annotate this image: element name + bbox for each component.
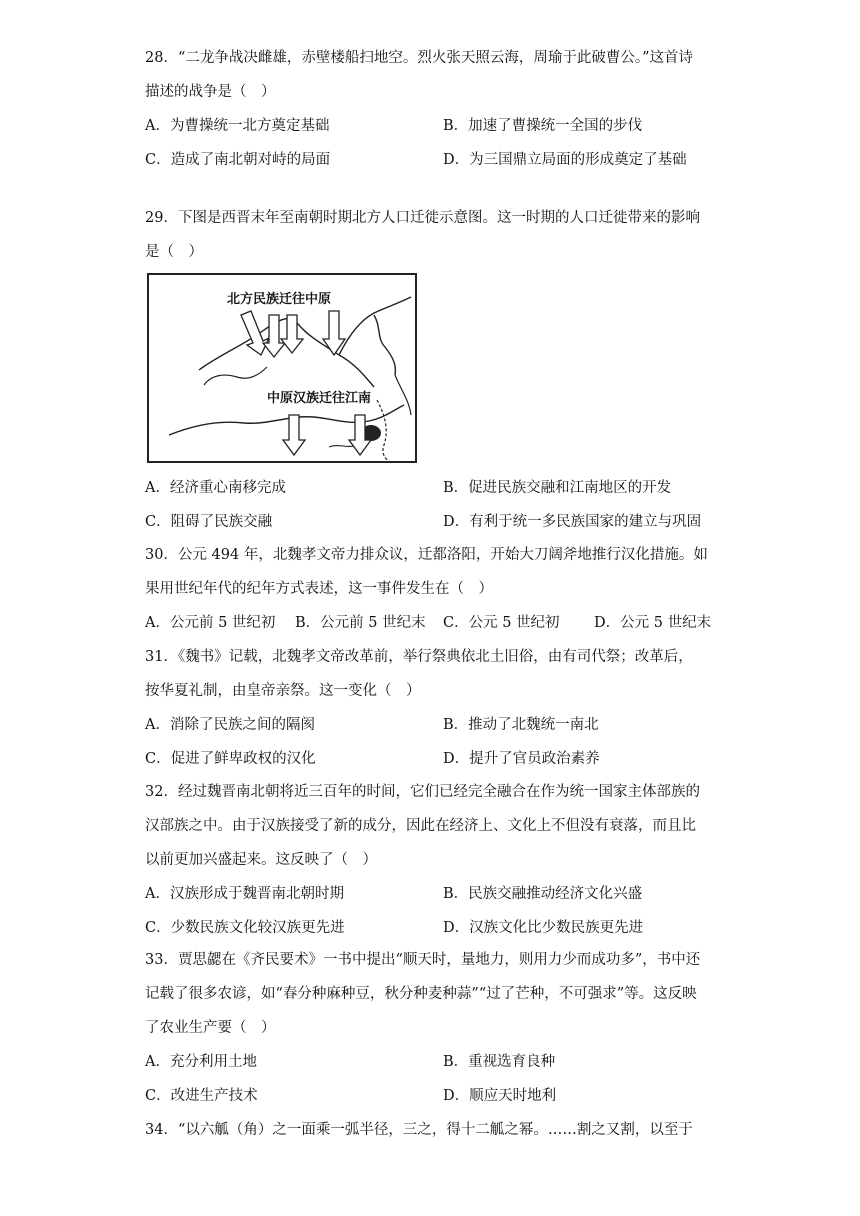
question-stem-line: 是（ ） <box>145 244 203 260</box>
arrow-north-1 <box>241 311 269 355</box>
option-c[interactable]: C．公元 5 世纪初 <box>443 615 560 631</box>
question-30 <box>145 538 725 640</box>
question-29 <box>145 201 725 269</box>
question-stem-line: 记载了很多农谚，如“春分种麻种豆，秋分种麦种蒜”“过了芒种，不可强求”等。这反映 <box>145 986 697 1002</box>
arrow-north-2 <box>263 315 285 357</box>
option-d[interactable]: D．顺应天时地利 <box>443 1088 557 1104</box>
question-stem-line: 了农业生产要（ ） <box>145 1020 276 1036</box>
question-stem-line: 28．“二龙争战决雌雄，赤壁楼船扫地空。烈火张天照云海，周瑜于此破曹公。”这首诗 <box>145 50 694 66</box>
option-b[interactable]: B．推动了北魏统一南北 <box>443 717 599 733</box>
option-a[interactable]: A．汉族形成于魏晋南北朝时期 <box>145 886 344 902</box>
question-stem-line: 汉部族之中。由于汉族接受了新的成分，因此在经济上、文化上不但没有衰落，而且比 <box>145 818 696 834</box>
option-d[interactable]: D．汉族文化比少数民族更先进 <box>443 920 644 936</box>
option-d[interactable]: D．有利于统一多民族国家的建立与巩固 <box>443 514 702 530</box>
question-stem-line: 果用世纪年代的纪年方式表述，这一事件发生在（ ） <box>145 581 493 597</box>
river-branch <box>204 367 267 385</box>
option-b[interactable]: B．重视选育良种 <box>443 1054 556 1070</box>
question-29-options <box>145 471 725 539</box>
option-d[interactable]: D．提升了官员政治素养 <box>443 751 600 767</box>
coastline-north <box>339 297 411 355</box>
question-stem-line: 以前更加兴盛起来。这反映了（ ） <box>145 852 377 868</box>
migration-map-figure <box>147 273 417 463</box>
option-c[interactable]: C．少数民族文化较汉族更先进 <box>145 920 345 936</box>
question-stem-line: 30．公元 494 年，北魏孝文帝力排众议，迁都洛阳，开始大刀阔斧地推行汉化措施。如 <box>145 547 708 563</box>
option-c[interactable]: C．改进生产技术 <box>145 1088 258 1104</box>
arrow-north-3 <box>281 315 303 353</box>
question-33 <box>145 943 725 1113</box>
option-c[interactable]: C．促进了鲜卑政权的汉化 <box>145 751 316 767</box>
question-stem-line: 32．经过魏晋南北朝将近三百年的时间，它们已经完全融合在作为统一国家主体部族的 <box>145 784 700 800</box>
question-stem-line: 描述的战争是（ ） <box>145 84 276 100</box>
option-d[interactable]: D．为三国鼎立局面的形成奠定了基础 <box>443 152 687 168</box>
question-stem-line: 31．《魏书》记载，北魏孝文帝改革前，举行祭典依北土旧俗，由有司代祭；改革后， <box>145 649 693 665</box>
option-a[interactable]: A．充分利用土地 <box>145 1054 257 1070</box>
question-stem-line: 33．贾思勰在《齐民要术》一书中提出“顺天时，量地力，则用力少而成功多”，书中还 <box>145 952 701 968</box>
arrow-south-1 <box>283 415 305 455</box>
option-a[interactable]: A．经济重心南移完成 <box>145 480 286 496</box>
question-32 <box>145 775 725 945</box>
question-stem-line: 34．“以六觚（角）之一面乘一弧半径，三之，得十二觚之幂。……割之又割，以至于 <box>145 1122 693 1138</box>
question-28 <box>145 41 725 177</box>
option-a[interactable]: A．为曹操统一北方奠定基础 <box>145 118 330 134</box>
option-a[interactable]: A．公元前 5 世纪初 <box>145 615 276 631</box>
question-34 <box>145 1113 725 1147</box>
question-31 <box>145 640 725 776</box>
option-b[interactable]: B．民族交融推动经济文化兴盛 <box>443 886 643 902</box>
option-a[interactable]: A．消除了民族之间的隔阂 <box>145 717 315 733</box>
question-stem-line: 按华夏礼制，由皇帝亲祭。这一变化（ ） <box>145 683 421 699</box>
question-stem-line: 29．下图是西晋末年至南朝时期北方人口迁徙示意图。这一时期的人口迁徙带来的影响 <box>145 210 700 226</box>
option-b[interactable]: B．促进民族交融和江南地区的开发 <box>443 480 672 496</box>
option-c[interactable]: C．造成了南北朝对峙的局面 <box>145 152 331 168</box>
option-d[interactable]: D．公元 5 世纪末 <box>594 615 712 631</box>
option-b[interactable]: B．加速了曹操统一全国的步伐 <box>443 118 643 134</box>
map-label-north: 北方民族迁往中原 <box>227 292 332 307</box>
peninsula-shape <box>374 315 395 375</box>
map-label-south: 中原汉族迁往江南 <box>267 391 372 406</box>
option-c[interactable]: C．阻碍了民族交融 <box>145 514 273 530</box>
option-b[interactable]: B．公元前 5 世纪末 <box>295 615 426 631</box>
